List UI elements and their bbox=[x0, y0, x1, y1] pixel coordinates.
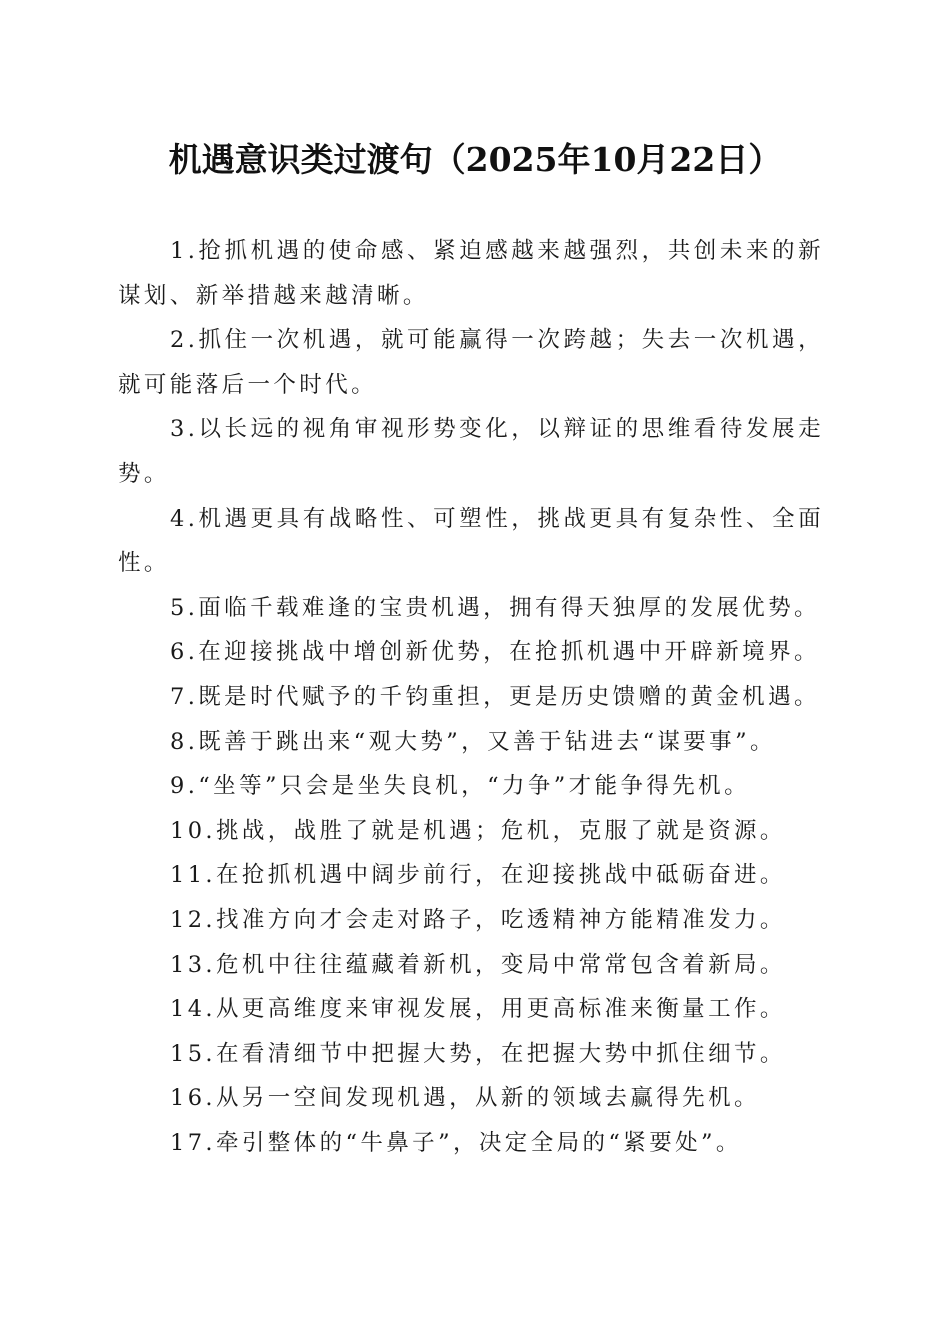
sentence-10: 10.挑战，战胜了就是机遇；危机，克服了就是资源。 bbox=[170, 817, 786, 844]
document-title: 机遇意识类过渡句（2025年10月22日） bbox=[168, 140, 782, 179]
sentence-3: 3.以长远的视角审视形势变化，以辩证的思维看待发展走势。 bbox=[118, 416, 824, 487]
sentence-9: 9.“坐等”只会是坐失良机，“力争”才能争得先机。 bbox=[170, 773, 750, 800]
sentence-8: 8.既善于跳出来“观大势”，又善于钻进去“谋要事”。 bbox=[170, 728, 776, 755]
sentence-11: 11.在抢抓机遇中阔步前行，在迎接挑战中砥砺奋进。 bbox=[170, 862, 786, 889]
sentence-1: 1.抢抓机遇的使命感、紧迫感越来越强烈，共创未来的新谋划、新举措越来越清晰。 bbox=[118, 238, 824, 309]
sentence-13: 13.危机中往往蕴藏着新机，变局中常常包含着新局。 bbox=[170, 951, 786, 978]
sentence-12: 12.找准方向才会走对路子，吃透精神方能精准发力。 bbox=[170, 906, 786, 933]
sentence-2: 2.抓住一次机遇，就可能赢得一次跨越；失去一次机遇，就可能落后一个时代。 bbox=[118, 327, 824, 398]
sentence-16: 16.从另一空间发现机遇，从新的领域去赢得先机。 bbox=[170, 1085, 760, 1112]
sentence-7: 7.既是时代赋予的千钧重担，更是历史馈赠的黄金机遇。 bbox=[170, 683, 820, 710]
sentence-5: 5.面临千载难逢的宝贵机遇，拥有得天独厚的发展优势。 bbox=[170, 594, 820, 621]
sentence-15: 15.在看清细节中把握大势，在把握大势中抓住细节。 bbox=[170, 1040, 786, 1067]
sentence-4: 4.机遇更具有战略性、可塑性，挑战更具有复杂性、全面性。 bbox=[118, 505, 824, 577]
document-body bbox=[118, 229, 824, 1165]
sentence-6: 6.在迎接挑战中增创新优势，在抢抓机遇中开辟新境界。 bbox=[170, 639, 820, 666]
sentence-17: 17.牵引整体的“牛鼻子”，决定全局的“紧要处”。 bbox=[170, 1129, 742, 1156]
sentence-14: 14.从更高维度来审视发展，用更高标准来衡量工作。 bbox=[170, 996, 786, 1023]
